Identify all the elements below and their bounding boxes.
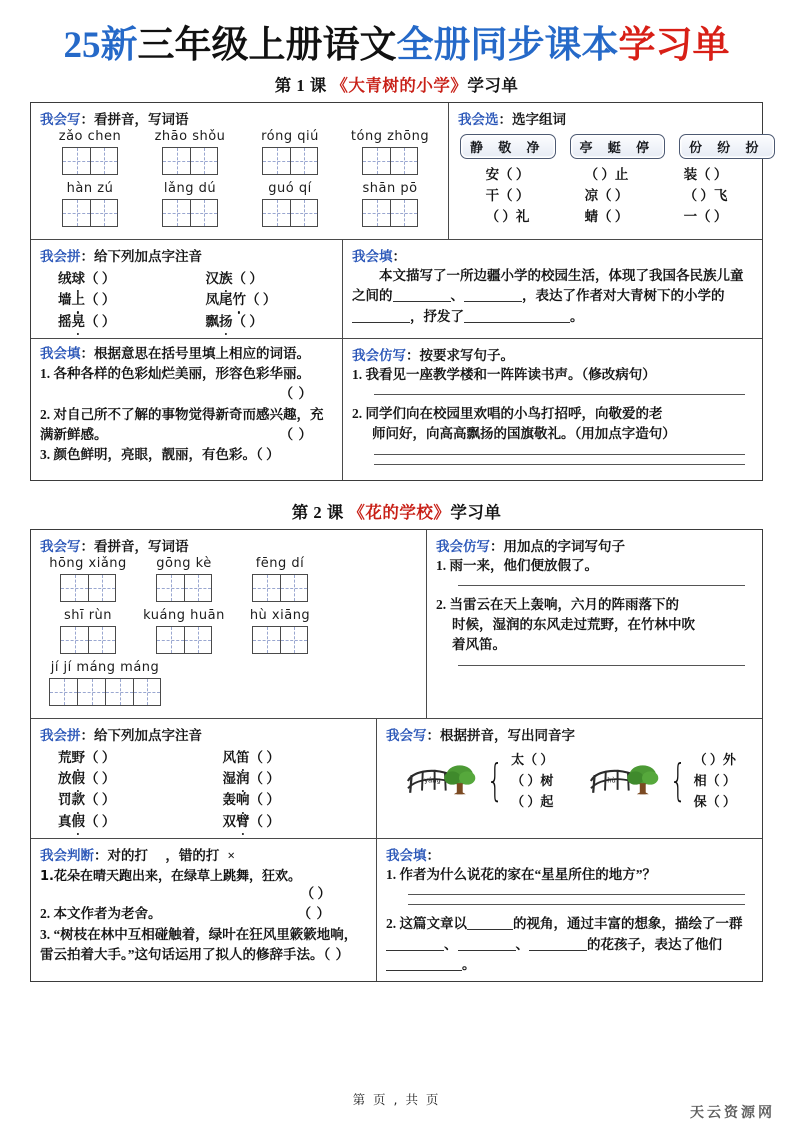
section-header: 我会拼 [40, 727, 81, 743]
choice-columns [458, 165, 755, 228]
lesson1-fill-summary-cell [342, 240, 762, 338]
summary-text-d: ，抒发了 [410, 308, 464, 324]
watermark: 天云资源网 [690, 1105, 775, 1121]
tianzige-grid[interactable] [340, 147, 440, 175]
lesson2-row-2 [31, 719, 762, 839]
title-part-blue-1: 25新 [63, 25, 138, 66]
pinyin-word-item [40, 660, 170, 706]
dotted-char-item[interactable]: 绒球（ ） [40, 268, 188, 289]
lesson1-summary-paragraph [352, 266, 755, 327]
choice-item[interactable]: （ ）止 [584, 167, 629, 182]
lesson2-sheet [30, 529, 763, 982]
lesson2-number: 第 2 课 [291, 502, 344, 522]
dotted-char-item[interactable]: 凤尾竹（ ） [188, 289, 336, 310]
section-gap [0, 481, 793, 495]
lesson2-imitate-title [436, 535, 755, 556]
tianzige-cell[interactable] [390, 199, 418, 227]
blank-4[interactable] [529, 950, 587, 951]
lesson2-pinyin-title [40, 724, 369, 745]
lesson1-heading [0, 72, 793, 96]
section-prompt: ：看拼音，写词语 [80, 538, 189, 554]
q2-text-f: 。 [462, 956, 476, 972]
lesson1-pinyin-task-cell [31, 240, 342, 338]
pinyin-text: zǎo chen [58, 129, 122, 144]
title-part-blue-2: 全册同步课本 [396, 25, 619, 66]
section-header: 我会填 [352, 249, 393, 264]
tree-fence-icon [405, 755, 479, 806]
lesson1-number: 第 1 课 [274, 76, 327, 95]
pinyin-word-item [140, 181, 240, 227]
tianzige-cell[interactable] [156, 626, 184, 654]
lesson2-pinyin-grid [40, 556, 419, 712]
dotted-char-item[interactable]: 放假（ ） [40, 768, 205, 789]
worksheet-page [0, 14, 793, 1136]
answer-line[interactable] [408, 894, 745, 895]
lesson1-book-title: 《大青树的小学》 [331, 76, 468, 95]
lesson1-imitate-q2-line2: 师问好，向高高飘扬的国旗敬礼。（用加点字造句） [372, 426, 676, 442]
dotted-column [40, 747, 205, 832]
lesson2-judge-paren-1[interactable]: （ ） [300, 886, 331, 902]
tianzige-cell[interactable] [290, 199, 318, 227]
choice-column [656, 165, 755, 228]
tianzige-cell[interactable] [162, 147, 190, 175]
tianzige-cell[interactable] [280, 626, 308, 654]
q2-text-e: 的花孩子，表达了他们 [587, 936, 722, 952]
pinyin-text: hù xiāng [249, 607, 311, 623]
item-text: 1. 各种各样的色彩灿烂美丽，形容色彩华丽。 [40, 366, 310, 382]
homophone-item[interactable]: （ ）起 [511, 793, 554, 809]
item-text: 2. 本文作者为老舍。 [40, 906, 162, 922]
dotted-char-item[interactable]: 风笛（ ） [205, 747, 370, 768]
homophone-item[interactable]: 保（ ） [693, 793, 736, 809]
page-title [0, 14, 793, 68]
choice-item[interactable]: 一（ ） [683, 208, 728, 224]
lesson2-fill-q1: 1. 作者为什么说花的家在“星星所住的地方”？ [386, 867, 656, 883]
section-header: 我会填 [40, 345, 81, 361]
section-prompt: ：根据意思在括号里填上相应的词语。 [80, 345, 310, 361]
tianzige-cell[interactable] [252, 574, 280, 602]
lesson2-book-title: 《花的学校》 [348, 502, 451, 522]
dotted-char-item[interactable]: 湿润（ ） [205, 768, 370, 789]
lesson1-imitate-q2-line1: 2. 同学们向在校园里欢唱的小鸟打招呼，向敬爱的老 [352, 406, 663, 422]
lesson2-suffix: 学习单 [450, 502, 502, 522]
pinyin-text: zhāo shǒu [154, 129, 226, 144]
character-pill: 静 敬 净 [460, 134, 556, 159]
character-pill: 亭 蜓 停 [570, 134, 666, 159]
tianzige-cell[interactable] [184, 574, 212, 602]
lesson1-fill-title [352, 245, 755, 266]
tianzige-cell[interactable] [262, 147, 290, 175]
tianzige-cell[interactable] [262, 199, 290, 227]
section-header: 我会仿写 [436, 538, 490, 554]
tree-fence-illustration [588, 755, 662, 801]
lesson2-homophone-title [386, 724, 755, 745]
tianzige-cell[interactable] [90, 199, 118, 227]
answer-paren[interactable]: （ ） [297, 906, 331, 922]
svg-text:yáng: yáng [424, 776, 441, 785]
blank-2[interactable] [386, 950, 444, 951]
dotted-column [40, 268, 188, 332]
tianzige-cell[interactable] [362, 199, 390, 227]
tianzige-cell[interactable] [280, 574, 308, 602]
character-pill: 份 纷 扮 [679, 134, 775, 159]
section-prompt: ：按要求写句子。 [406, 347, 514, 363]
pinyin-text: shān pō [362, 181, 418, 196]
lesson1-write-cell [31, 103, 448, 239]
section-prompt: ： [426, 848, 440, 864]
section-header: 我会写 [386, 727, 427, 743]
item-text: 3. 颜色鲜明，亮眼，靓丽，有色彩。（ ） [40, 447, 280, 463]
summary-text-b: 、 [450, 288, 464, 304]
tianzige-grid[interactable] [136, 574, 232, 602]
tree-fence-icon [588, 755, 662, 806]
dotted-char-item[interactable]: 罚款（ ） [40, 789, 205, 810]
tianzige-grid[interactable] [40, 678, 170, 706]
dotted-char-columns [40, 747, 369, 832]
lesson1-imitate-cell [342, 339, 762, 480]
lesson1-choose-cell [448, 103, 765, 239]
homophone-item[interactable]: （ ）外 [693, 751, 736, 767]
tianzige-grid[interactable] [340, 199, 440, 227]
lesson2-row-1 [31, 530, 762, 719]
dotted-char-columns [40, 268, 335, 332]
pinyin-text: lǎng dú [163, 181, 217, 196]
lesson2-imitate-q2-line1: 2. 当雷云在天上轰响，六月的阵雨落下的 [436, 596, 679, 612]
lesson2-fill-title [386, 844, 755, 865]
answer-line[interactable] [374, 454, 745, 455]
tianzige-grid[interactable] [240, 199, 340, 227]
section-prompt-a: ：对的打 [94, 848, 148, 864]
tree-fence-illustration [405, 755, 479, 801]
tianzige-grid[interactable] [40, 574, 136, 602]
section-header: 我会写 [40, 112, 81, 127]
blank-3[interactable] [458, 950, 516, 951]
dotted-column [205, 747, 370, 832]
dotted-char-item[interactable]: 轰响（ ） [205, 789, 370, 810]
pinyin-word-item [232, 556, 328, 602]
lesson1-imitate-q1: 1. 我看见一座教学楼和一阵阵读书声。（修改病句） [352, 366, 656, 382]
tianzige-grid[interactable] [136, 626, 232, 654]
tianzige-cell[interactable] [290, 147, 318, 175]
homophone-group [588, 749, 736, 812]
choice-item[interactable]: 装（ ） [683, 167, 728, 182]
choice-item[interactable]: 安（ ） [485, 167, 530, 182]
answer-line[interactable] [408, 904, 745, 905]
tianzige-cell[interactable] [362, 147, 390, 175]
lesson2-fill-cell [376, 839, 762, 981]
pinyin-word-item [232, 608, 328, 654]
lesson1-pinyin-grid [40, 129, 441, 233]
summary-text-e: 。 [570, 308, 584, 324]
page-footer: 第 页 , 共 页 [352, 1092, 441, 1107]
blank-2[interactable] [464, 301, 522, 302]
section-prompt: ：选字组词 [498, 112, 566, 127]
blank-5[interactable] [386, 970, 462, 971]
tianzige-cell[interactable] [162, 199, 190, 227]
tianzige-cell[interactable] [60, 574, 88, 602]
tianzige-grid[interactable] [232, 626, 328, 654]
tianzige-cell[interactable] [133, 678, 161, 706]
section-prompt: ：给下列加点字注音 [80, 249, 202, 264]
homophone-answers [511, 749, 553, 812]
q2-text-d: 、 [515, 936, 529, 952]
section-prompt: ：给下列加点字注音 [80, 727, 202, 743]
answer-paren[interactable]: （ ） [279, 386, 313, 402]
blank-4[interactable] [464, 322, 570, 323]
answer-line[interactable] [374, 394, 745, 395]
pinyin-text: gōng kè [156, 555, 212, 571]
lesson2-homophone-cell [376, 719, 762, 838]
pinyin-word-item [240, 129, 340, 175]
tianzige-cell[interactable] [62, 147, 90, 175]
pinyin-text: róng qiú [261, 129, 319, 144]
item-text: 1.花朵在晴天跑出来，在绿草上跳舞，狂欢。 [40, 869, 301, 885]
pinyin-text: tóng zhōng [350, 129, 430, 144]
tianzige-cell[interactable] [156, 574, 184, 602]
section-prompt: ： [392, 249, 406, 264]
pinyin-text: hàn zú [66, 181, 114, 196]
lesson2-imitate-q2-line2: 时候，湿润的东风走过荒野，在竹林中吹 [452, 617, 695, 633]
lesson2-judge-item-3 [40, 925, 369, 966]
pinyin-word-item [340, 129, 440, 175]
section-header: 我会拼 [40, 249, 81, 264]
pinyin-word-item [240, 181, 340, 227]
pinyin-word-item [136, 608, 232, 654]
section-prompt: ：根据拼音，写出同音字 [426, 727, 575, 743]
pinyin-text: jí jí máng máng [50, 659, 160, 675]
pinyin-word-item [140, 129, 240, 175]
tianzige-grid[interactable] [232, 574, 328, 602]
wrong-mark-icon: × [227, 848, 236, 864]
tianzige-grid[interactable] [240, 147, 340, 175]
tianzige-grid[interactable] [140, 199, 240, 227]
lesson1-write-title [40, 108, 441, 129]
character-pill-row [460, 134, 765, 159]
section-prompt-b: ，错的打 [165, 848, 220, 864]
tianzige-cell[interactable] [88, 574, 116, 602]
lesson1-pinyin-title [40, 245, 335, 266]
lesson1-row-2 [31, 240, 762, 339]
title-part-red: 学习单 [618, 25, 730, 66]
dotted-column [188, 268, 336, 332]
pinyin-word-item [40, 129, 140, 175]
homophone-item[interactable]: 太（ ） [511, 751, 554, 767]
tianzige-cell[interactable] [190, 199, 218, 227]
choice-item[interactable]: 干（ ） [485, 187, 530, 203]
dotted-char-item[interactable]: 墙上（ ） [40, 289, 188, 310]
svg-text:hù: hù [606, 776, 616, 785]
choice-item[interactable]: （ ）飞 [683, 187, 728, 203]
pinyin-text: hōng xiǎng [49, 555, 127, 571]
lesson2-pinyin-task-cell [31, 719, 376, 838]
lesson2-imitate-cell [426, 530, 762, 718]
item-text: 3. “树枝在林中互相碰触着，绿叶在狂风里簌簌地响，雷云拍着大手。”这句话运用了拟人的修辞手法。 [40, 926, 358, 962]
choice-column [458, 165, 557, 228]
lesson2-write-cell [31, 530, 426, 718]
lesson1-suffix: 学习单 [467, 76, 519, 95]
choice-column [557, 165, 656, 228]
blank-3[interactable] [352, 322, 410, 323]
lesson2-imitate-q2-line3: 着风笛。 [452, 637, 506, 653]
tianzige-cell[interactable] [252, 626, 280, 654]
homophone-group [405, 749, 553, 812]
answer-line[interactable] [458, 585, 745, 586]
tianzige-grid[interactable] [40, 147, 140, 175]
section-header: 我会选 [458, 112, 499, 127]
tianzige-cell[interactable] [77, 678, 105, 706]
answer-paren[interactable]: （ ） [323, 946, 351, 962]
dotted-char-item[interactable]: 飘扬（ ） [188, 311, 336, 332]
lesson1-choose-title [458, 108, 755, 129]
choice-item[interactable]: 凉（ ） [584, 187, 629, 203]
tianzige-cell[interactable] [105, 678, 133, 706]
answer-line[interactable] [374, 464, 745, 465]
pinyin-word-item [40, 556, 136, 602]
lesson2-fill-q2 [386, 914, 755, 975]
homophone-item[interactable]: 相（ ） [693, 772, 736, 788]
lesson1-fill-words-item-2 [40, 405, 335, 446]
lesson1-fill-words-item-3 [40, 445, 335, 465]
pinyin-word-item [136, 556, 232, 602]
pinyin-text: kuáng huān [143, 607, 225, 623]
homophone-groups [386, 745, 755, 814]
summary-text-a: 本文描写了一所边疆小学的校园生活，体现了我国各民族儿童之间的 [352, 268, 744, 304]
lesson2-imitate-q1: 1. 雨一来，他们便放假了。 [436, 557, 598, 573]
section-header: 我会仿写 [352, 347, 406, 363]
tianzige-cell[interactable] [88, 626, 116, 654]
item-text: 2. 对自己所不了解的事物觉得新奇而感兴趣，充满新鲜感。 [40, 406, 324, 442]
answer-line[interactable] [458, 665, 745, 666]
q2-text-a: 2. 这篇文章以 [386, 916, 467, 932]
lesson1-imitate-title [352, 344, 755, 365]
lesson1-row-1 [31, 103, 765, 240]
lesson2-write-title [40, 535, 419, 556]
homophone-item[interactable]: （ ）树 [511, 772, 554, 788]
lesson1-fill-words-title [40, 344, 335, 364]
summary-text-c: ，表达了作者对大青树下的小学的 [522, 288, 725, 304]
section-header: 我会写 [40, 538, 81, 554]
section-prompt: ：用加点的字词写句子 [490, 538, 625, 554]
q2-text-c: 、 [444, 936, 458, 952]
tianzige-grid[interactable] [40, 626, 136, 654]
tianzige-cell[interactable] [390, 147, 418, 175]
lesson2-judge-cell [31, 839, 376, 981]
tianzige-grid[interactable] [140, 147, 240, 175]
lesson1-fill-words-cell [31, 339, 342, 480]
homophone-answers [694, 749, 736, 812]
brace-icon: { [669, 754, 687, 806]
lesson2-heading [0, 499, 793, 523]
dotted-char-item[interactable]: 摇晃（ ） [40, 311, 188, 332]
section-prompt: ：看拼音，写词语 [80, 112, 189, 127]
pinyin-text: shī rùn [63, 607, 113, 623]
blank-1[interactable] [393, 301, 451, 302]
tianzige-cell[interactable] [90, 147, 118, 175]
dotted-char-item[interactable]: 荒野（ ） [40, 747, 205, 768]
tianzige-cell[interactable] [60, 626, 88, 654]
dotted-char-item[interactable]: 双臂（ ） [205, 811, 370, 832]
dotted-char-item[interactable]: 汉族（ ） [188, 268, 336, 289]
lesson1-row-3 [31, 339, 762, 480]
lesson2-judge-title [40, 844, 369, 865]
lesson2-row-3 [31, 839, 762, 981]
tianzige-cell[interactable] [62, 199, 90, 227]
q2-text-b: 的视角，通过丰富的想象，描绘了一群 [513, 916, 743, 932]
pinyin-text: fēng dí [255, 555, 305, 571]
lesson2-judge-item-1 [40, 865, 369, 884]
pinyin-word-item [340, 181, 440, 227]
pinyin-word-item [40, 608, 136, 654]
tianzige-cell[interactable] [184, 626, 212, 654]
tianzige-cell[interactable] [190, 147, 218, 175]
lesson2-judge-item-2 [40, 904, 369, 924]
pinyin-word-item [40, 181, 140, 227]
choice-item[interactable]: （ ）礼 [485, 208, 530, 224]
tianzige-grid[interactable] [40, 199, 140, 227]
blank-1[interactable] [467, 929, 513, 930]
dotted-char-item[interactable]: 真假（ ） [40, 811, 205, 832]
pinyin-text: guó qí [268, 181, 312, 196]
title-part-black: 三年级上册语文 [137, 25, 397, 66]
answer-paren[interactable]: （ ） [279, 426, 313, 442]
lesson1-fill-words-item-1 [40, 364, 335, 402]
section-header: 我会填 [386, 848, 427, 864]
brace-icon: { [486, 754, 504, 806]
choice-item[interactable]: 蜻（ ） [584, 208, 629, 224]
section-header: 我会判断 [40, 848, 94, 864]
tianzige-cell[interactable] [49, 678, 77, 706]
lesson1-sheet [30, 102, 763, 481]
